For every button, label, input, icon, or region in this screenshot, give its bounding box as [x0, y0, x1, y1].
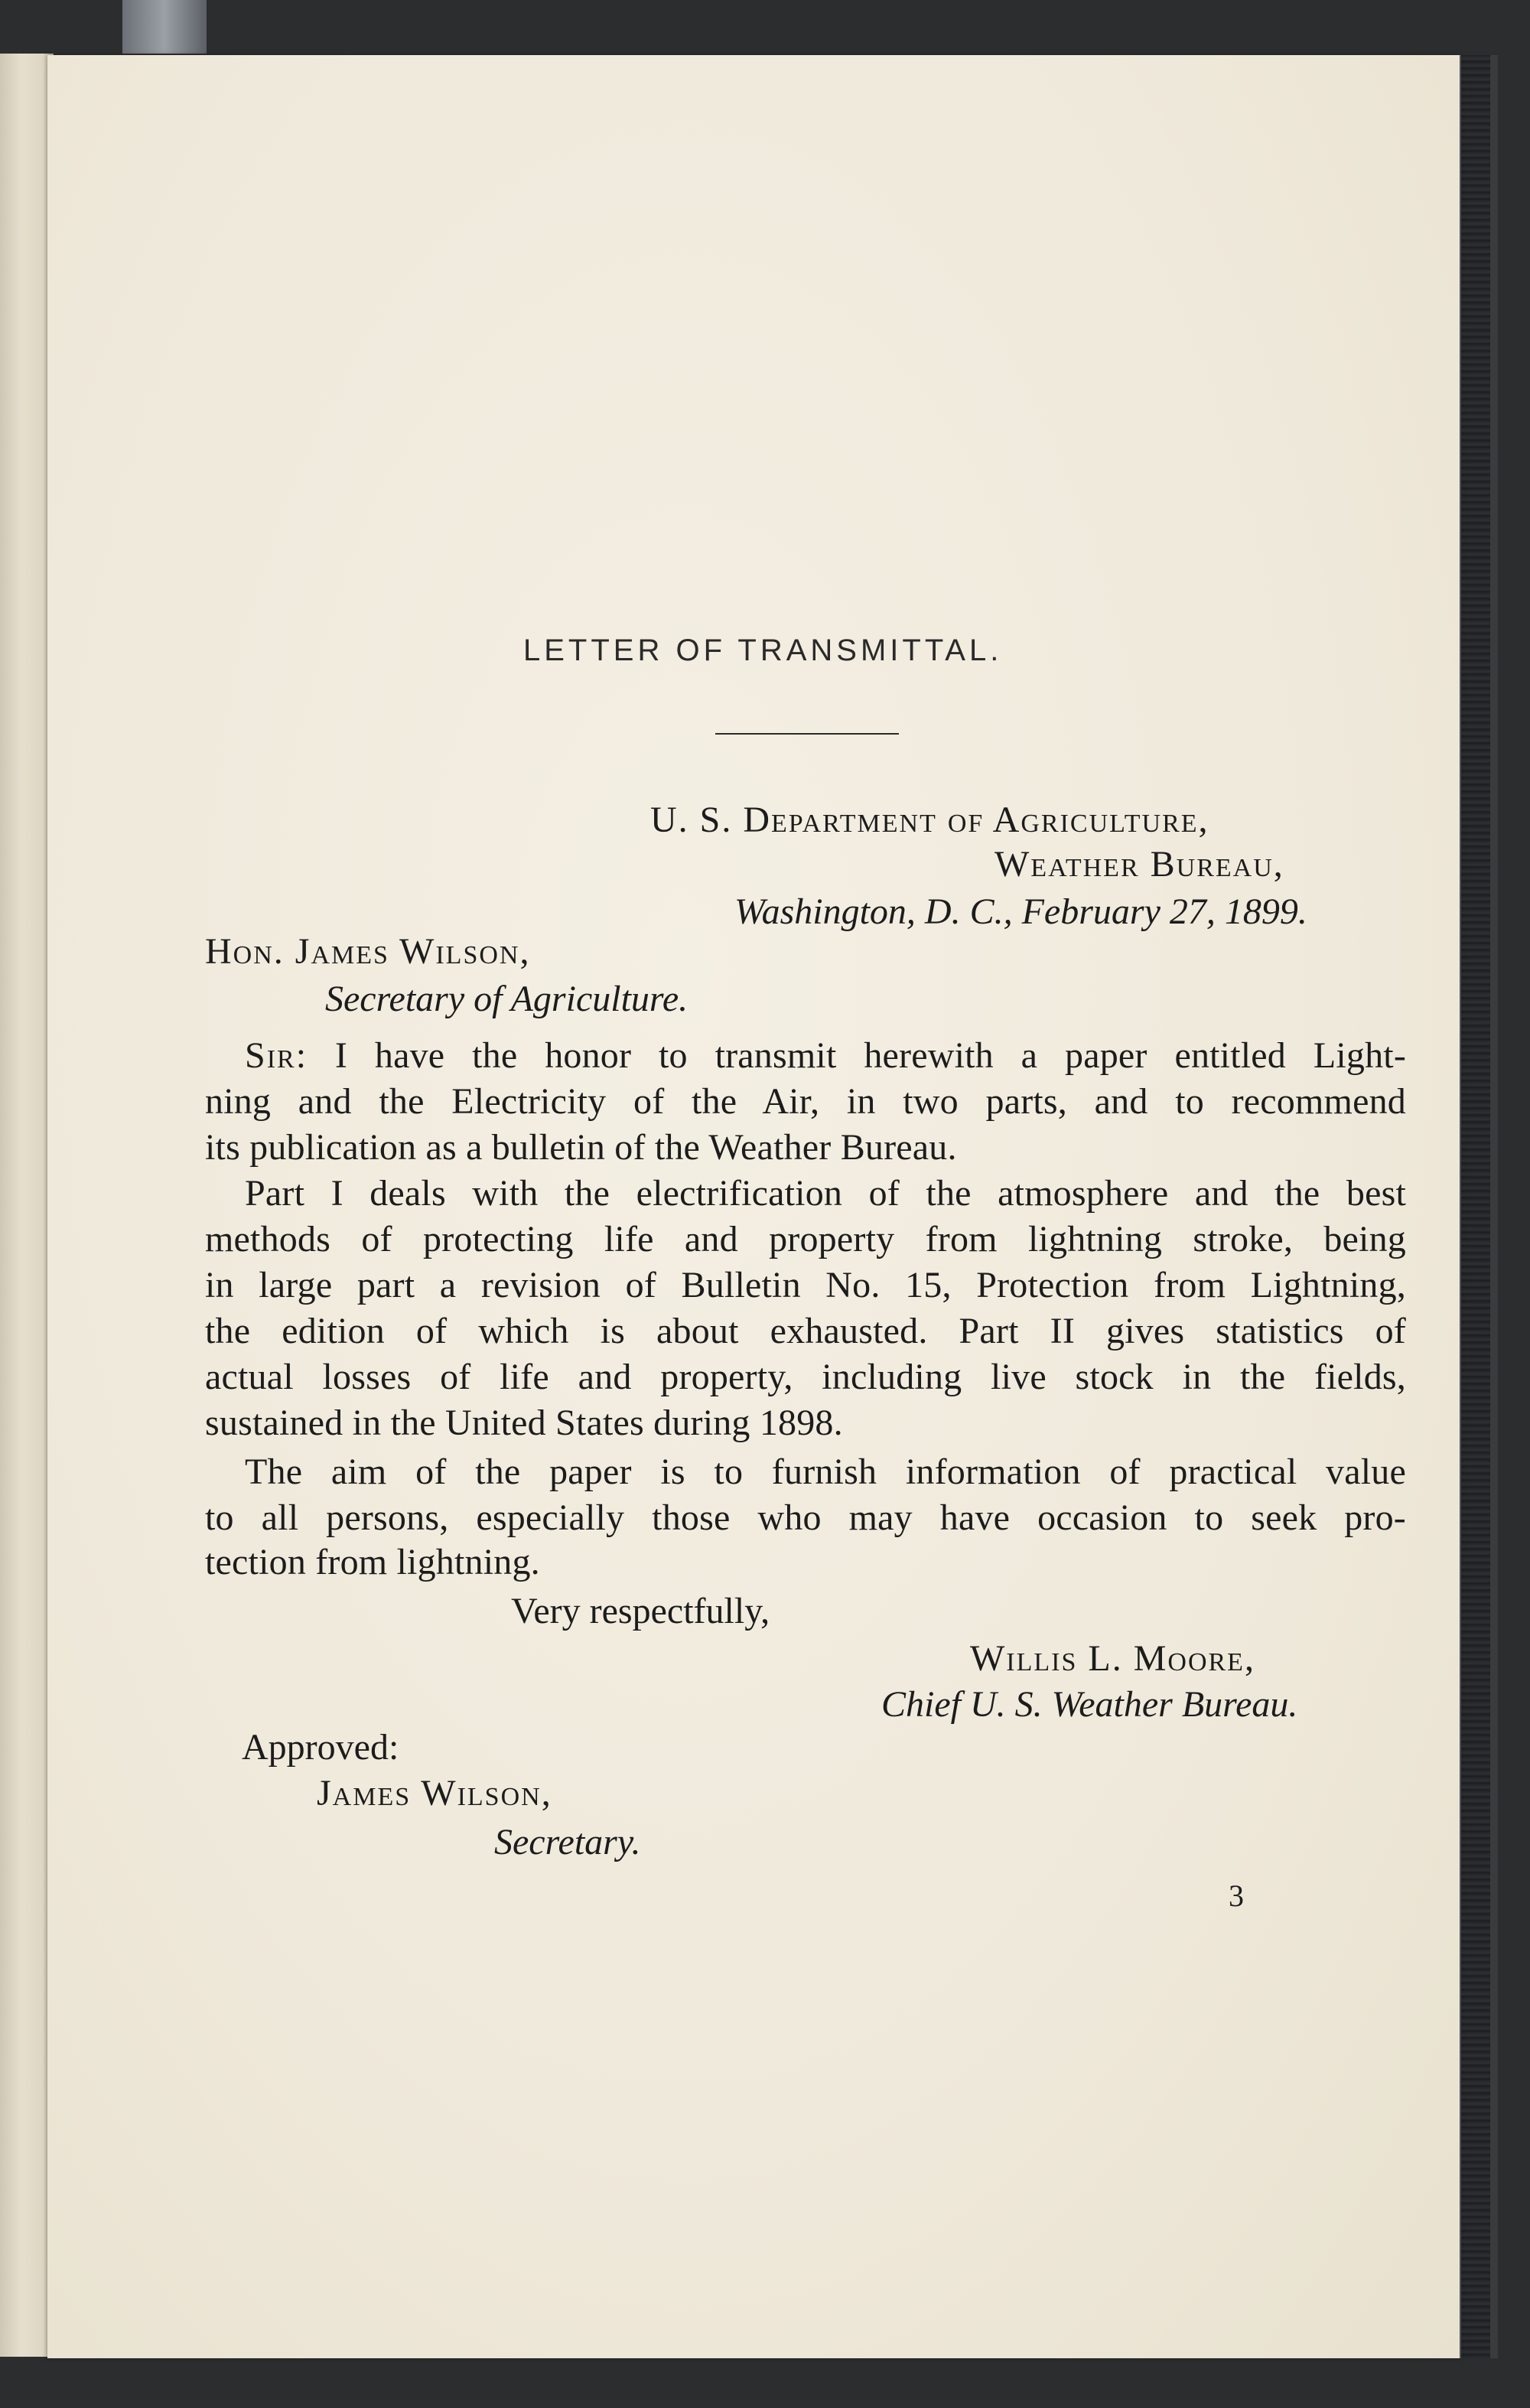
- letter-date: Washington, D. C., February 27, 1899.: [734, 891, 1307, 932]
- body-para2-line4: the edition of which is about exhausted. Part II gives statistics of: [205, 1311, 1406, 1351]
- body-para3-line2: to all persons, especially those who may have occasion to seek pro-: [205, 1497, 1406, 1538]
- signature-name: Willis L. Moore,: [970, 1638, 1255, 1679]
- approver-title: Secretary.: [494, 1822, 641, 1862]
- letter-heading: LETTER OF TRANSMITTAL.: [523, 634, 1003, 667]
- body-para2-line6: sustained in the United States during 1898.: [205, 1403, 843, 1443]
- body-para1-line2: ning and the Electricity of the Air, in two parts, and to recommend: [205, 1081, 1406, 1122]
- previous-page-edge: [0, 54, 54, 2357]
- book-spine-edge: [1490, 55, 1498, 2358]
- body-para1-line1-text: I have the honor to transmit herewith a paper entitled Light-: [334, 1035, 1407, 1076]
- body-para2-line3: in large part a revision of Bulletin No. 15, Protection from Lightning,: [205, 1265, 1406, 1305]
- body-para1-line3: its publication as a bulletin of the Weather Bureau.: [205, 1127, 957, 1168]
- body-para1-line1: [245, 1035, 1407, 1076]
- body-para2-line2: methods of protecting life and property from lightning stroke, being: [205, 1219, 1406, 1259]
- closing-salutation: Very respectfully,: [511, 1591, 770, 1631]
- sender-bureau: Weather Bureau,: [994, 844, 1284, 885]
- approver-name: James Wilson,: [317, 1773, 552, 1813]
- binder-clip: [122, 0, 207, 54]
- recipient-name: Hon. James Wilson,: [205, 931, 531, 972]
- body-para2-line5: actual losses of life and property, including live stock in the fields,: [205, 1357, 1406, 1397]
- heading-rule: [715, 733, 899, 735]
- body-para2-line1: Part I deals with the electrification of the atmosphere and the best: [245, 1173, 1406, 1214]
- page-number: 3: [1229, 1879, 1244, 1913]
- salutation: Sir:: [245, 1035, 308, 1076]
- signature-title: Chief U. S. Weather Bureau.: [881, 1684, 1298, 1725]
- body-para3-line3: tection from lightning.: [205, 1542, 540, 1582]
- sender-department: U. S. Department of Agriculture,: [650, 800, 1209, 840]
- recipient-title: Secretary of Agriculture.: [325, 979, 688, 1019]
- approval-label: Approved:: [242, 1727, 399, 1768]
- body-para3-line1: The aim of the paper is to furnish information of practical value: [245, 1452, 1406, 1492]
- book-spine: [1460, 55, 1492, 2358]
